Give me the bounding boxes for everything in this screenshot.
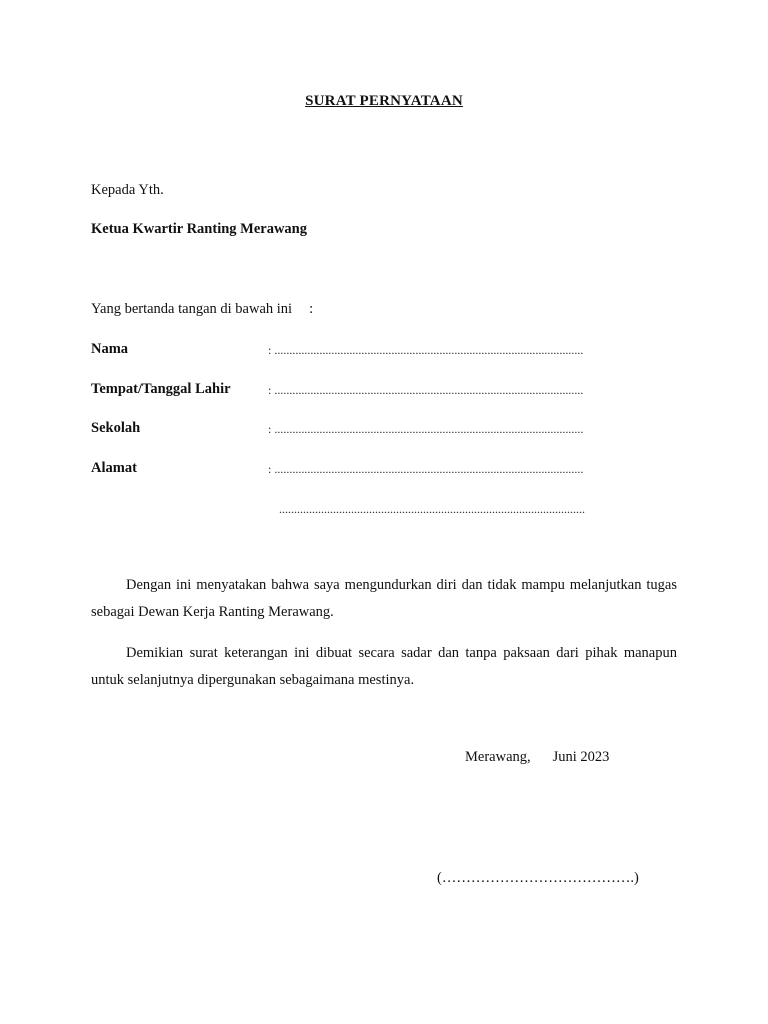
field-label-tempat-tanggal-lahir: Tempat/Tanggal Lahir xyxy=(91,381,231,397)
field-value-tempat-tanggal-lahir: : ....................................................................................................... xyxy=(268,383,584,397)
field-label-alamat: Alamat xyxy=(91,460,137,476)
field-label-sekolah: Sekolah xyxy=(91,420,141,436)
document-title: SURAT PERNYATAAN xyxy=(305,93,463,109)
field-value-nama: : ....................................................................................................... xyxy=(268,343,584,357)
place-date-line xyxy=(465,749,609,766)
intro-colon: : xyxy=(309,301,314,317)
intro-line xyxy=(91,301,313,318)
field-value-alamat: : ....................................................................................................... xyxy=(268,462,584,476)
date: Juni 2023 xyxy=(552,749,610,765)
place: Merawang, xyxy=(465,749,531,765)
greeting: Kepada Yth. xyxy=(91,182,164,198)
recipient: Ketua Kwartir Ranting Merawang xyxy=(91,221,307,237)
field-value-alamat-continuation: ...................................................................................................... xyxy=(279,502,585,516)
closing-paragraph: Demikian surat keterangan ini dibuat secara sadar dan tanpa paksaan dari pihak manapun untuk selanjutnya dipergunakan sebagaimana mestinya. xyxy=(91,645,677,688)
intro-text: Yang bertanda tangan di bawah ini xyxy=(91,301,293,317)
field-label-nama: Nama xyxy=(91,341,129,357)
statement-paragraph: Dengan ini menyatakan bahwa saya mengundurkan diri dan tidak mampu melanjutkan tugas sebagai Dewan Kerja Ranting Merawang. xyxy=(91,577,677,620)
signature-placeholder: (………………………………….) xyxy=(437,870,639,886)
field-value-sekolah: : ....................................................................................................... xyxy=(268,422,584,436)
